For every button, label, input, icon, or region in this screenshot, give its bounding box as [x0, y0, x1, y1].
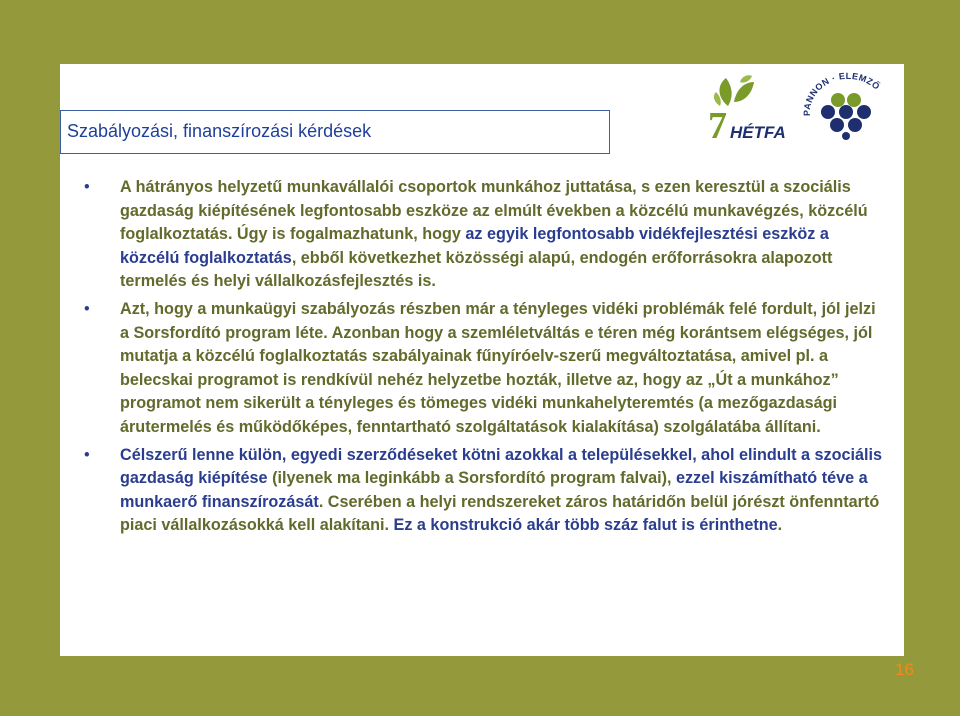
hetfa-logo	[706, 72, 790, 142]
content	[84, 176, 884, 538]
bullet-dot: •	[84, 299, 90, 318]
bullet-highlight: Ez a konstrukció akár több száz falut is érinthetne	[393, 516, 778, 535]
bullet-text: , ebből következhet közösségi alapú, endogén erőforrásokra alapozott termelés és helyi vállalkozásfejlesztés is.	[120, 248, 833, 291]
hetfa-logo-numeral: 7	[708, 105, 727, 142]
slide-title: Szabályozási, finanszírozási kérdések	[67, 121, 372, 141]
bullet-item	[84, 176, 884, 294]
bullet-highlight: Célszerű lenne külön, egyedi szerződéseket kötni azokkal a településekkel, ahol elindult a szociális gazdaság kiépítése	[120, 445, 882, 488]
bullet-highlight: az egyik legfontosabb vidékfejlesztési eszköz a közcélú foglalkoztatás	[120, 225, 829, 267]
page-number: 16	[895, 660, 914, 679]
bullet-item	[84, 444, 884, 538]
bullet-text: A hátrányos helyzetű munkavállalói csoportok munkához juttatása, s ezen keresztül a szociális gazdaság kiépítésének legfontosabb eszköze az elmúlt években a közcélú munkavégzés, közcélú foglalkoztatás. Úgy is fogalmazhatunk, hogy	[120, 178, 868, 244]
bullet-item	[84, 298, 884, 440]
bullet-text: . Cserében a helyi rendszereket záros határidőn belül jórészt önfenntartó piaci vállalkozásokká kell alakítani.	[120, 492, 880, 535]
bullet-highlight: ezzel kiszámítható téve a munkaerő finanszírozását	[120, 469, 868, 511]
bullet-dot: •	[84, 178, 90, 196]
bullet-text: Azt, hogy a munkaügyi szabályozás részben már a tényleges vidéki problémák felé fordult, jól jelzi a Sorsfordító program léte. Azonban hogy a szemléletváltás e téren még korántsem elégséges, jól mutatja a közcélú foglalkoztatás szabályainak fűnyíróelv-szerű megváltoztatása, amivel pl. a belecskai programot is rendkívül nehéz helyzetbe hozták, illetve az, hogy az „Út a munkához” programot nem sikerült a tényleges és tömeges vidéki munkahelyteremtés (a mezőgazdasági árutermelés és működőképes, fenntartható szolgáltatások kialakítása) szolgálatába állítani.	[120, 299, 876, 436]
slide	[60, 64, 904, 656]
hetfa-logo-text: HÉTFA	[730, 123, 786, 142]
pannon-elemzo-logo	[800, 70, 894, 140]
bullet-dot: •	[84, 445, 90, 464]
bullet-text: .	[777, 516, 783, 535]
title-box	[60, 110, 610, 154]
bullet-text: (ilyenek ma leginkább a Sorsfordító program falvai),	[272, 469, 676, 488]
pannon-logo-text: PANNON · ELEMZŐ	[801, 70, 882, 117]
